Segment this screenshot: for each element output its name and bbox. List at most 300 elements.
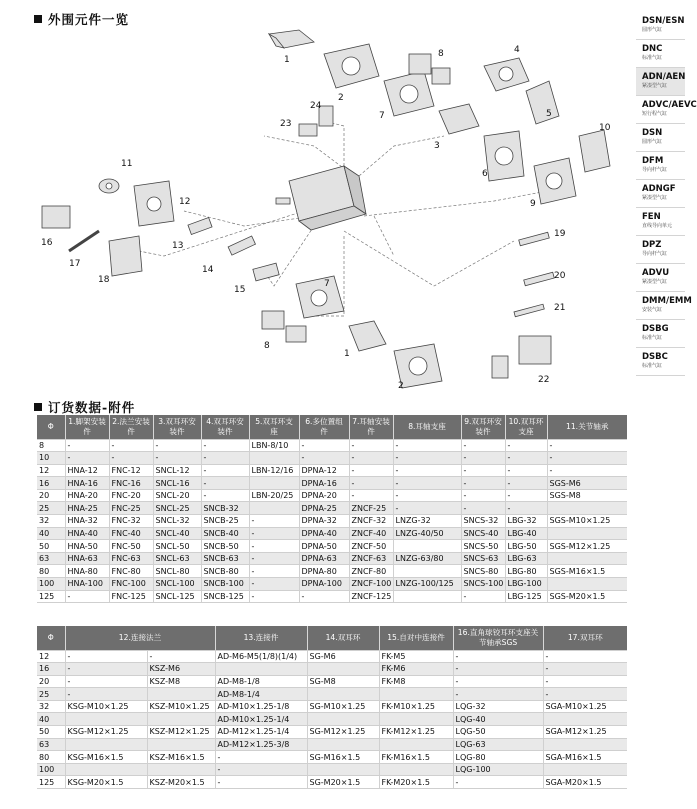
table-cell: - [249, 578, 299, 591]
table-cell: FNC-50 [109, 540, 153, 553]
table-cell: - [299, 590, 349, 603]
column-header: 1.脚架安装件 [65, 415, 109, 439]
table-cell: FK-M10×1.25 [379, 700, 453, 713]
table-cell: SNCB-80 [201, 565, 249, 578]
column-header: 4.双耳环安装件 [201, 415, 249, 439]
table-cell: 80 [37, 565, 65, 578]
table-cell: - [505, 452, 547, 465]
bearing-bracket-part [109, 236, 142, 276]
table-cell: SNCS-80 [461, 565, 505, 578]
table-row [37, 700, 627, 713]
trunnion-support-part [409, 54, 431, 74]
table-cell: FNC-32 [109, 515, 153, 528]
table-cell: FK-M5 [379, 650, 453, 663]
sidebar-item[interactable] [636, 264, 685, 292]
table-cell: - [249, 552, 299, 565]
table-row [37, 713, 627, 726]
table-cell: - [543, 650, 627, 663]
table-cell: - [153, 452, 201, 465]
sidebar-item[interactable] [636, 320, 685, 348]
table-cell: SNCL-12 [153, 464, 201, 477]
table-cell: - [393, 452, 461, 465]
table-cell [379, 688, 453, 701]
table-cell: KSZ-M12×1.25 [147, 726, 215, 739]
table-cell: SNCB-32 [201, 502, 249, 515]
table-row [37, 650, 627, 663]
table-cell: LBG-50 [505, 540, 547, 553]
table-cell: DPNA-40 [299, 527, 349, 540]
table-cell: 32 [37, 700, 65, 713]
column-header: 7.耳轴安装件 [349, 415, 393, 439]
table-cell: DPNA-32 [299, 515, 349, 528]
column-header: 3.双耳环安装件 [153, 415, 201, 439]
column-header: 11.关节轴承 [547, 415, 627, 439]
sidebar-item-subtitle: 导向杆气缸 [642, 251, 668, 257]
section-title-order-data: 订货数据-附件 [34, 398, 135, 416]
callout-label: 24 [310, 101, 322, 111]
table-cell: LQG-100 [453, 763, 543, 776]
table-cell [379, 738, 453, 751]
sidebar-item-label: DSN [642, 128, 663, 138]
table-cell: - [349, 452, 393, 465]
table-cell: 16 [37, 477, 65, 490]
table-row [37, 489, 627, 502]
callout-label: 22 [538, 375, 550, 385]
table-row [37, 590, 627, 603]
callout-label: 10 [599, 123, 611, 133]
callout-label: 12 [179, 197, 191, 207]
table-cell: 25 [37, 688, 65, 701]
table-cell: - [249, 527, 299, 540]
table-cell: - [215, 751, 307, 764]
table-cell: - [201, 439, 249, 452]
sidebar-item[interactable] [636, 68, 685, 96]
callout-label: 5 [546, 109, 552, 119]
table-cell: FNC-63 [109, 552, 153, 565]
sidebar-item-label: ADNGF [642, 184, 676, 194]
table-row [37, 751, 627, 764]
table-cell: 63 [37, 552, 65, 565]
table-cell: AD-M12×1.25-3/8 [215, 738, 307, 751]
table-cell [379, 763, 453, 776]
table-cell: 12 [37, 464, 65, 477]
table-cell: - [147, 650, 215, 663]
table-cell: SNCL-100 [153, 578, 201, 591]
table-cell: FNC-12 [109, 464, 153, 477]
table-cell: 100 [37, 763, 65, 776]
table-cell: - [65, 650, 147, 663]
table-cell: 125 [37, 590, 65, 603]
sidebar-item-subtitle: 紧凑型气缸 [642, 83, 668, 89]
table-row [37, 675, 627, 688]
table-cell: - [505, 439, 547, 452]
table-cell: 63 [37, 738, 65, 751]
table-cell: - [201, 464, 249, 477]
table-cell: SNCS-40 [461, 527, 505, 540]
table-cell: AD-M8-1/4 [215, 688, 307, 701]
callout-label: 1 [284, 55, 290, 65]
table-cell: - [65, 675, 147, 688]
callout-label: 3 [434, 141, 440, 151]
table-cell: DPNA-80 [299, 565, 349, 578]
table-cell: SGA-M12×1.25 [543, 726, 627, 739]
sidebar-item-subtitle: 短行程气缸 [642, 111, 668, 117]
table-row [37, 439, 627, 452]
callout-label: 7 [379, 111, 385, 121]
callout-label: 21 [554, 303, 566, 313]
table-cell: SGS-M12×1.25 [547, 540, 627, 553]
table-cell [147, 763, 215, 776]
table-row [37, 776, 627, 789]
table-cell: SGS-M16×1.5 [547, 565, 627, 578]
table-cell: AD-M8-1/8 [215, 675, 307, 688]
accessory-order-table-2 [37, 626, 627, 789]
table-cell: ZNCF-63 [349, 552, 393, 565]
table-cell: LBG-100 [505, 578, 547, 591]
table-cell: DPNA-12 [299, 464, 349, 477]
table-cell: 25 [37, 502, 65, 515]
table-cell: HNA-20 [65, 489, 109, 502]
table-cell: - [453, 663, 543, 676]
table-cell: - [349, 464, 393, 477]
table-cell [393, 590, 461, 603]
clevis-mount-part [439, 104, 479, 134]
sidebar-item-subtitle: 标准气缸 [642, 55, 663, 61]
table-cell: SGS-M20×1.5 [547, 590, 627, 603]
table-cell: SGA-M10×1.25 [543, 700, 627, 713]
sidebar-item[interactable] [636, 12, 685, 40]
table-cell: - [543, 663, 627, 676]
callout-label: 19 [554, 229, 566, 239]
table-cell: DPNA-16 [299, 477, 349, 490]
table-cell [543, 763, 627, 776]
valve-part [519, 336, 551, 364]
table-cell: SGA-M16×1.5 [543, 751, 627, 764]
sidebar-item[interactable] [636, 180, 685, 208]
table-cell: SG-M12×1.25 [307, 726, 379, 739]
table-cell [547, 527, 627, 540]
sidebar-item-label: DPZ [642, 240, 662, 250]
table-row [37, 565, 627, 578]
table-cell: LBG-125 [505, 590, 547, 603]
column-header: 2.法兰安装件 [109, 415, 153, 439]
table-cell [543, 738, 627, 751]
callout-label: 15 [234, 285, 246, 295]
column-header: 13.连接件 [215, 626, 307, 650]
table-cell: SNCL-25 [153, 502, 201, 515]
column-header: Φ [37, 626, 65, 650]
column-header: 14.双耳环 [307, 626, 379, 650]
table-row [37, 663, 627, 676]
exploded-accessory-diagram [14, 26, 624, 396]
table-cell: LNZG-40/50 [393, 527, 461, 540]
table-cell: LBG-80 [505, 565, 547, 578]
table-cell: 125 [37, 776, 65, 789]
table-cell: 50 [37, 726, 65, 739]
column-header: 17.双耳环 [543, 626, 627, 650]
table-cell: SNCL-80 [153, 565, 201, 578]
sidebar-item-subtitle: 紧凑型气缸 [642, 279, 668, 285]
table-cell: ZNCF-100 [349, 578, 393, 591]
table-cell: 8 [37, 439, 65, 452]
clevis-support-part [526, 81, 559, 124]
table-cell: 20 [37, 675, 65, 688]
table-cell: - [461, 489, 505, 502]
table-cell: - [461, 502, 505, 515]
table-cell: - [393, 489, 461, 502]
fitting-part [299, 124, 317, 136]
sidebar-item-label: ADVU [642, 268, 670, 278]
sidebar-item[interactable] [636, 40, 685, 68]
table-cell: SNCL-125 [153, 590, 201, 603]
table-cell: - [461, 590, 505, 603]
table-cell: - [393, 477, 461, 490]
table-cell [307, 713, 379, 726]
column-header: 10.双耳环支座 [505, 415, 547, 439]
table-cell: SNCB-40 [201, 527, 249, 540]
table-cell: ZNCF-40 [349, 527, 393, 540]
sidebar-item-label: DMM/EMM [642, 296, 692, 306]
sidebar-item[interactable] [636, 96, 697, 124]
table-cell: LQG-80 [453, 751, 543, 764]
table-row [37, 578, 627, 591]
pin-part [69, 231, 99, 251]
self-align-coupler-part [253, 263, 279, 281]
table-cell: KSZ-M8 [147, 675, 215, 688]
table-cell: - [547, 439, 627, 452]
table-cell [215, 663, 307, 676]
callout-label: 18 [98, 275, 110, 285]
table-cell: - [349, 477, 393, 490]
sidebar-item-label: DSN/ESN [642, 16, 685, 26]
swivel-support-part [579, 130, 610, 172]
table-cell: FNC-25 [109, 502, 153, 515]
table-cell: - [393, 439, 461, 452]
callout-label: 11 [121, 159, 133, 169]
table-row [37, 527, 627, 540]
table-row [37, 464, 627, 477]
table-cell: - [299, 452, 349, 465]
table-cell [65, 738, 147, 751]
table-cell [147, 688, 215, 701]
table-cell [249, 477, 299, 490]
table-cell [307, 763, 379, 776]
sidebar-item-subtitle: 圆形气缸 [642, 139, 663, 145]
table-cell: SG-M6 [307, 650, 379, 663]
table-cell: SGA-M20×1.5 [543, 776, 627, 789]
table-cell: KSG-M12×1.25 [65, 726, 147, 739]
clevis-foot-part [42, 206, 70, 228]
column-header: 9.双耳环安装件 [461, 415, 505, 439]
table-cell: - [65, 439, 109, 452]
table-cell [147, 713, 215, 726]
sidebar-item[interactable] [636, 236, 685, 264]
table-cell [543, 713, 627, 726]
table-cell: ZNCF-25 [349, 502, 393, 515]
table-row [37, 452, 627, 465]
table-cell: FK-M20×1.5 [379, 776, 453, 789]
table-cell: 80 [37, 751, 65, 764]
table-cell: - [453, 675, 543, 688]
table-cell: SNCS-50 [461, 540, 505, 553]
table-row [37, 726, 627, 739]
table-cell: LBG-40 [505, 527, 547, 540]
table-cell: - [249, 590, 299, 603]
table-cell: SG-M8 [307, 675, 379, 688]
product-series-sidebar [636, 12, 697, 376]
table-cell: LNZG-32 [393, 515, 461, 528]
table-cell [65, 763, 147, 776]
column-header: 12.连接法兰 [65, 626, 215, 650]
table-cell: HNA-100 [65, 578, 109, 591]
table-cell: - [215, 763, 307, 776]
table-cell: - [299, 439, 349, 452]
table-cell: AD-M10×1.25-1/8 [215, 700, 307, 713]
table-cell: - [461, 452, 505, 465]
table-cell: DPNA-25 [299, 502, 349, 515]
table-cell: - [349, 489, 393, 502]
accessory-order-table-1 [37, 415, 627, 603]
column-header: 16.直角球铰耳环支座关节轴承SGS [453, 626, 543, 650]
table-cell [307, 663, 379, 676]
table-cell: KSZ-M16×1.5 [147, 751, 215, 764]
table-cell [547, 552, 627, 565]
sidebar-item-subtitle: 安装气缸 [642, 307, 663, 313]
table-cell: LQG-50 [453, 726, 543, 739]
table-cell: FK-M12×1.25 [379, 726, 453, 739]
table-cell: - [249, 515, 299, 528]
table-cell: ZNCF-32 [349, 515, 393, 528]
table-cell: - [393, 464, 461, 477]
table-row [37, 552, 627, 565]
section-title-peripherals: 外围元件一览 [34, 10, 129, 28]
table-cell: FNC-20 [109, 489, 153, 502]
column-header: 15.自对中连接件 [379, 626, 453, 650]
table-cell: LNZG-63/80 [393, 552, 461, 565]
table-cell: SNCB-100 [201, 578, 249, 591]
table-cell: SNCB-50 [201, 540, 249, 553]
table-cell: LBN-20/25 [249, 489, 299, 502]
table-cell: 12 [37, 650, 65, 663]
table-cell: 32 [37, 515, 65, 528]
table-cell: LBN-12/16 [249, 464, 299, 477]
table-cell: LQG-63 [453, 738, 543, 751]
table-cell: HNA-50 [65, 540, 109, 553]
column-header: Φ [37, 415, 65, 439]
table-cell: HNA-16 [65, 477, 109, 490]
sidebar-item-label: DNC [642, 44, 663, 54]
table-cell: SNCL-40 [153, 527, 201, 540]
table-cell: - [461, 477, 505, 490]
table-cell: FK-M16×1.5 [379, 751, 453, 764]
callout-label: 16 [41, 238, 53, 248]
callout-label: 1 [344, 349, 350, 359]
table-cell [147, 738, 215, 751]
table-cell: HNA-80 [65, 565, 109, 578]
table-cell: HNA-32 [65, 515, 109, 528]
table-cell: - [547, 452, 627, 465]
table-cell: FNC-100 [109, 578, 153, 591]
table-row [37, 477, 627, 490]
sidebar-item[interactable] [636, 124, 685, 152]
sidebar-item-label: FEN [642, 212, 661, 222]
table-cell: SNCS-100 [461, 578, 505, 591]
table-cell: 10 [37, 452, 65, 465]
table-cell: SG-M20×1.5 [307, 776, 379, 789]
table-row [37, 763, 627, 776]
callout-label: 23 [280, 119, 292, 129]
callout-label: 2 [398, 381, 404, 391]
sidebar-item-subtitle: 圆形气缸 [642, 27, 663, 33]
table-cell: HNA-63 [65, 552, 109, 565]
sidebar-item-label: DFM [642, 156, 664, 166]
sidebar-item-subtitle: 标准气缸 [642, 363, 663, 369]
table-row [37, 688, 627, 701]
table-cell: - [453, 688, 543, 701]
table-cell: SGS-M6 [547, 477, 627, 490]
sidebar-item[interactable] [636, 292, 692, 320]
table-cell [65, 713, 147, 726]
table-cell: SNCS-32 [461, 515, 505, 528]
sensor-part [519, 232, 550, 246]
table-cell: HNA-40 [65, 527, 109, 540]
table-cell: SGS-M8 [547, 489, 627, 502]
table-cell: - [349, 439, 393, 452]
table-cell: - [505, 489, 547, 502]
callout-label: 2 [338, 93, 344, 103]
sidebar-item-subtitle: 紧凑型气缸 [642, 195, 668, 201]
table-cell [547, 502, 627, 515]
table-cell: 100 [37, 578, 65, 591]
table-row [37, 540, 627, 553]
table-cell: SGS-M10×1.25 [547, 515, 627, 528]
table-cell: KSG-M10×1.25 [65, 700, 147, 713]
table-cell: KSG-M20×1.5 [65, 776, 147, 789]
table-cell: - [215, 776, 307, 789]
table-cell: - [505, 502, 547, 515]
table-cell: LBG-63 [505, 552, 547, 565]
column-header: 8.耳轴支座 [393, 415, 461, 439]
table-cell: - [505, 477, 547, 490]
table-cell: - [109, 452, 153, 465]
callout-label: 7 [324, 279, 330, 289]
table-cell: HNA-12 [65, 464, 109, 477]
table-cell: LQG-32 [453, 700, 543, 713]
table-cell: LBG-32 [505, 515, 547, 528]
table-cell: ZNCF-50 [349, 540, 393, 553]
table-cell: - [461, 464, 505, 477]
table-cell: - [547, 464, 627, 477]
table-cell: SNCB-25 [201, 515, 249, 528]
table-cell: KSZ-M10×1.25 [147, 700, 215, 713]
sidebar-item[interactable] [636, 152, 685, 180]
table-cell: SG-M10×1.25 [307, 700, 379, 713]
table-cell [249, 452, 299, 465]
table-cell [547, 578, 627, 591]
table-row [37, 502, 627, 515]
column-header: 6.多位置组件 [299, 415, 349, 439]
table-cell [393, 565, 461, 578]
table-cell [307, 738, 379, 751]
table-cell: LNZG-100/125 [393, 578, 461, 591]
sidebar-item-label: ADN/AEN [642, 72, 686, 82]
table-cell: DPNA-63 [299, 552, 349, 565]
sidebar-item[interactable] [636, 348, 685, 376]
sidebar-item-label: DSBC [642, 352, 668, 362]
sidebar-item[interactable] [636, 208, 685, 236]
table-cell: - [543, 688, 627, 701]
callout-label: 13 [172, 241, 184, 251]
